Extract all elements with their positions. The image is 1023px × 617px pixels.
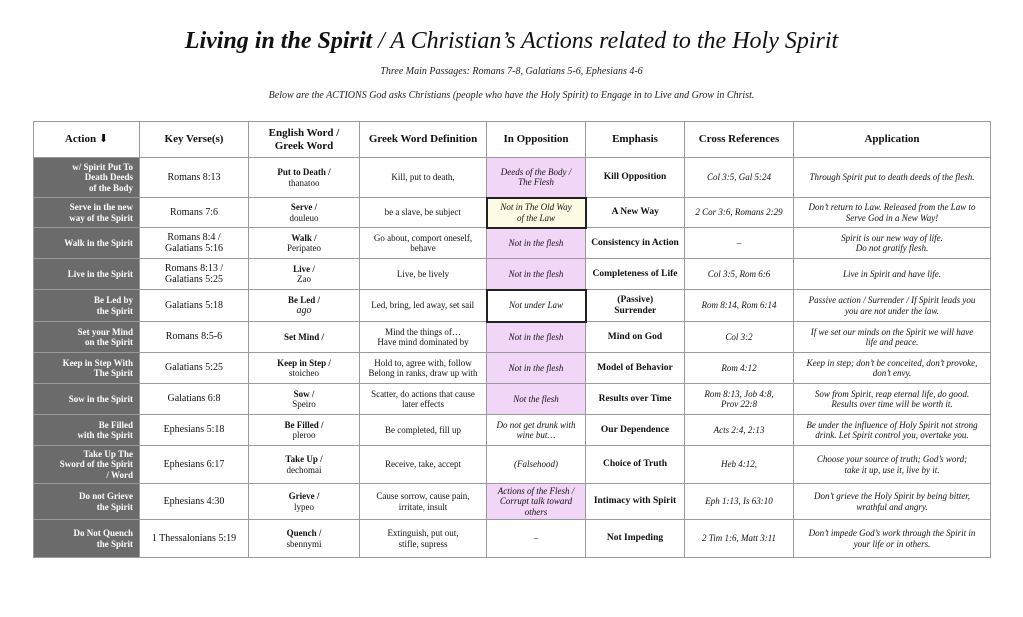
opposition-cell: Not the flesh [487,384,586,415]
emphasis-cell: Consistency in Action [586,228,685,259]
action-cell: Be Led by the Spirit [34,290,140,322]
word-cell: Take Up / dechomai [249,446,360,484]
application-cell: If we set our minds on the Spirit we will have life and peace. [794,322,991,353]
greek-def-cell: Cause sorrow, cause pain, irritate, insult [360,484,487,520]
emphasis-cell: Completeness of Life [586,259,685,290]
opposition-cell: Do not get drunk with wine but… [487,415,586,446]
col-header-verse: Key Verse(s) [140,122,249,158]
application-cell: Keep in step; don’t be conceited, don’t provoke, don’t envy. [794,353,991,384]
table-row [34,415,991,446]
col-header-word: English Word / Greek Word [249,122,360,158]
opposition-cell: Not in the flesh [487,353,586,384]
word-cell: Be Led / ago [249,290,360,322]
cross-ref-cell: Acts 2:4, 2:13 [685,415,794,446]
col-header-cross-refs: Cross References [685,122,794,158]
verse-cell: Romans 8:13 / Galatians 5:25 [140,259,249,290]
application-cell: Choose your source of truth; God’s word; take it up, use it, live by it. [794,446,991,484]
cross-ref-cell: Eph 1:13, Is 63:10 [685,484,794,520]
cross-ref-cell: – [685,228,794,259]
greek-def-cell: Go about, comport oneself, behave [360,228,487,259]
verse-cell: Galatians 6:8 [140,384,249,415]
verse-cell: Galatians 5:18 [140,290,249,322]
greek-def-cell: Led, bring, led away, set sail [360,290,487,322]
action-cell: Sow in the Spirit [34,384,140,415]
page-subtitle: Three Main Passages: Romans 7-8, Galatians 5-6, Ephesians 4-6 [380,66,643,77]
action-cell: Serve in the new way of the Spirit [34,198,140,228]
cross-ref-cell: Rom 8:14, Rom 6:14 [685,290,794,322]
verse-cell: Ephesians 4:30 [140,484,249,520]
cross-ref-cell: Col 3:2 [685,322,794,353]
emphasis-cell: Choice of Truth [586,446,685,484]
col-header-emphasis: Emphasis [586,122,685,158]
table-row [34,158,991,198]
word-cell: Quench / sbennymi [249,520,360,558]
title-main: Living in the Spirit [184,28,373,54]
action-cell: w/ Spirit Put To Death Deeds of the Body [34,158,140,198]
table-row [34,446,991,484]
verse-cell: Ephesians 6:17 [140,446,249,484]
word-cell: Keep in Step / stoicheo [249,353,360,384]
word-cell: Be Filled / pleroo [249,415,360,446]
table-row [34,384,991,415]
opposition-cell: Actions of the Flesh / Corrupt talk toward others [487,484,586,520]
verse-cell: Romans 8:5-6 [140,322,249,353]
action-cell: Keep in Step With The Spirit [34,353,140,384]
application-cell: Be under the influence of Holy Spirit not strong drink. Let Spirit control you, overtake you. [794,415,991,446]
word-cell: Serve / douleuo [249,198,360,228]
word-cell: Grieve / lypeo [249,484,360,520]
emphasis-cell: Kill Opposition [586,158,685,198]
table-row [34,259,991,290]
table-row [34,353,991,384]
action-cell: Be Filled with the Spirit [34,415,140,446]
opposition-cell: Not under Law [487,290,586,322]
application-cell: Sow from Spirit, reap eternal life, do good. Results over time will be worth it. [794,384,991,415]
verse-cell: 1 Thessalonians 5:19 [140,520,249,558]
emphasis-cell: Results over Time [586,384,685,415]
emphasis-cell: Intimacy with Spirit [586,484,685,520]
col-header-action: Action ⬇ [34,122,140,158]
greek-def-cell: be a slave, be subject [360,198,487,228]
table-row [34,198,991,228]
emphasis-cell: Our Dependence [586,415,685,446]
verse-cell: Romans 7:6 [140,198,249,228]
action-cell: Do not Grieve the Spirit [34,484,140,520]
spirit-actions-table [33,121,991,558]
verse-cell: Ephesians 5:18 [140,415,249,446]
application-cell: Don’t grieve the Holy Spirit by being bitter, wrathful and angry. [794,484,991,520]
action-cell: Walk in the Spirit [34,228,140,259]
opposition-cell: Not in the flesh [487,228,586,259]
word-cell: Walk / Peripateo [249,228,360,259]
application-cell: Live in Spirit and have life. [794,259,991,290]
emphasis-cell: A New Way [586,198,685,228]
action-cell: Do Not Quench the Spirit [34,520,140,558]
opposition-cell: (Falsehood) [487,446,586,484]
col-header-greek-def: Greek Word Definition [360,122,487,158]
application-cell: Don’t return to Law. Released from the Law to Serve God in a New Way! [794,198,991,228]
action-cell: Set your Mind on the Spirit [34,322,140,353]
opposition-cell: Not in The Old Way of the Law [487,198,586,228]
table-row [34,484,991,520]
word-cell: Set Mind / [249,322,360,353]
emphasis-cell: (Passive) Surrender [586,290,685,322]
table-row [34,290,991,322]
verse-cell: Romans 8:13 [140,158,249,198]
application-cell: Spirit is our new way of life. Do not gratify flesh. [794,228,991,259]
application-cell: Through Spirit put to death deeds of the flesh. [794,158,991,198]
word-cell: Put to Death / thanatoo [249,158,360,198]
application-cell: Don’t impede God’s work through the Spirit in your life or in others. [794,520,991,558]
page-title [0,28,1023,55]
title-rest: / A Christian’s Actions related to the Holy Spirit [372,28,839,54]
greek-def-cell: Scatter, do actions that cause later effects [360,384,487,415]
emphasis-cell: Mind on God [586,322,685,353]
greek-def-cell: Mind the things of… Have mind dominated by [360,322,487,353]
table-row [34,228,991,259]
col-header-opposition: In Opposition [487,122,586,158]
greek-def-cell: Hold to, agree with, follow Belong in ranks, draw up with [360,353,487,384]
greek-def-cell: Extinguish, put out, stifle, supress [360,520,487,558]
opposition-cell: Not in the flesh [487,259,586,290]
verse-cell: Romans 8:4 / Galatians 5:16 [140,228,249,259]
table-row [34,322,991,353]
col-header-application: Application [794,122,991,158]
application-cell: Passive action / Surrender / If Spirit leads you you are not under the law. [794,290,991,322]
action-cell: Live in the Spirit [34,259,140,290]
word-cell: Sow / Speiro [249,384,360,415]
word-cell: Live / Zao [249,259,360,290]
cross-ref-cell: Rom 4:12 [685,353,794,384]
opposition-cell: – [487,520,586,558]
opposition-cell: Not in the flesh [487,322,586,353]
emphasis-cell: Not Impeding [586,520,685,558]
down-arrow-icon: ⬇ [98,133,109,146]
verse-cell: Galatians 5:25 [140,353,249,384]
greek-def-cell: Kill, put to death, [360,158,487,198]
emphasis-cell: Model of Behavior [586,353,685,384]
greek-def-cell: Live, be lively [360,259,487,290]
table-header-row [34,122,991,158]
cross-ref-cell: Col 3:5, Gal 5:24 [685,158,794,198]
cross-ref-cell: Rom 8:13, Job 4:8, Prov 22:8 [685,384,794,415]
opposition-cell: Deeds of the Body / The Flesh [487,158,586,198]
page-intro: Below are the ACTIONS God asks Christians (people who have the Holy Spirit) to Engage in to Live and Grow in Christ. [268,90,755,101]
table-row [34,520,991,558]
cross-ref-cell: 2 Tim 1:6, Matt 3:11 [685,520,794,558]
greek-def-cell: Receive, take, accept [360,446,487,484]
action-cell: Take Up The Sword of the Spirit / Word [34,446,140,484]
greek-def-cell: Be completed, fill up [360,415,487,446]
cross-ref-cell: Col 3:5, Rom 6:6 [685,259,794,290]
cross-ref-cell: 2 Cor 3:6, Romans 2:29 [685,198,794,228]
cross-ref-cell: Heb 4:12, [685,446,794,484]
